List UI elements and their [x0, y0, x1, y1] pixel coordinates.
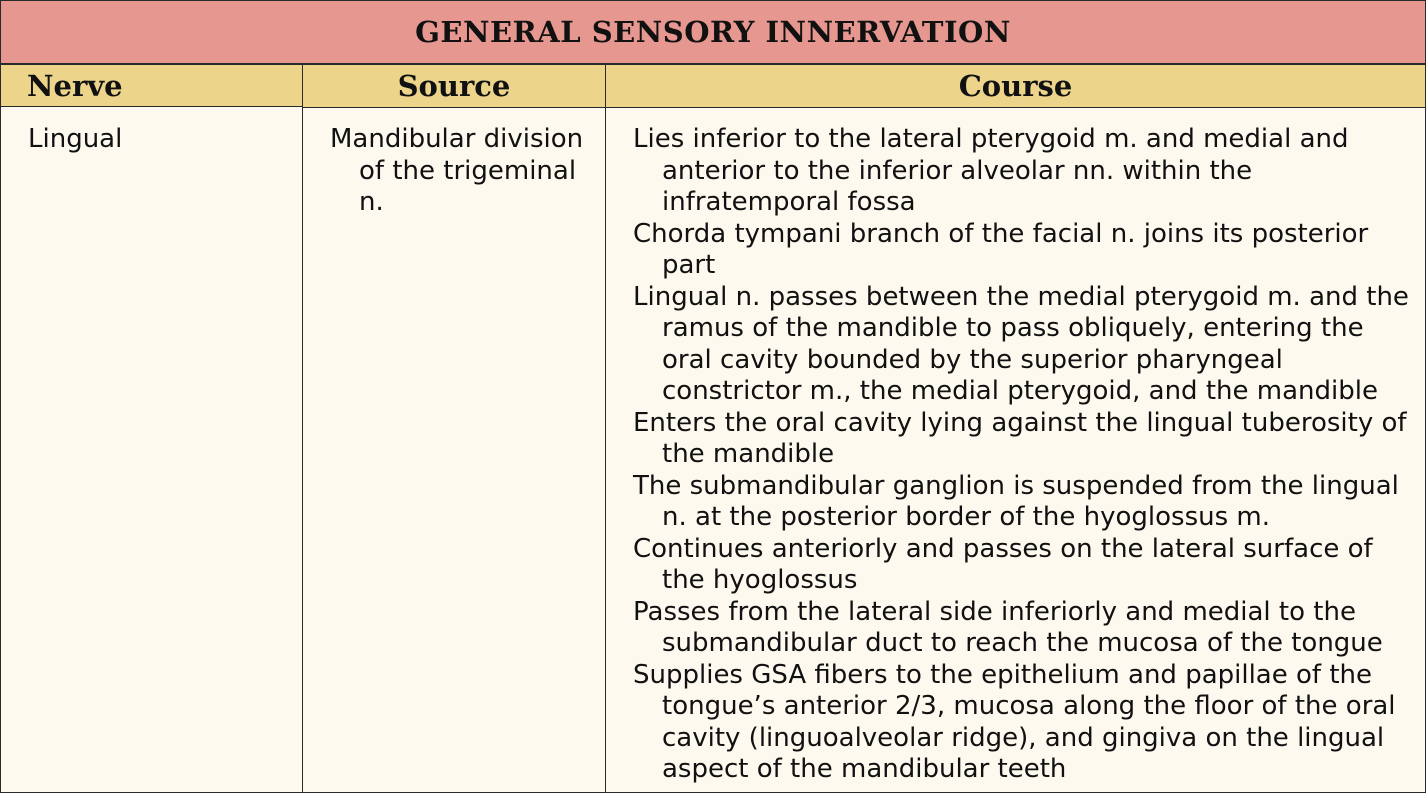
- course-item: The submandibular ganglion is suspended from the lingual n. at the posterior border of the hyoglossus m.: [633, 470, 1399, 532]
- cell-course: [606, 108, 1425, 792]
- column-header-nerve: Nerve: [1, 65, 302, 107]
- cell-nerve: [1, 108, 302, 792]
- table-title: GENERAL SENSORY INNERVATION: [1, 1, 1425, 65]
- nerve-name: Lingual: [28, 124, 123, 154]
- nerve-source: Mandibular division of the trigeminal n.: [330, 124, 584, 217]
- course-item: Lingual n. passes between the medial pterygoid m. and the ramus of the mandible to pass obliquely, entering the oral cavity bounded by the superior pharyngeal constrictor m., the medial pterygoid, and the mandible: [633, 281, 1409, 406]
- column-header-course: Course: [606, 65, 1425, 108]
- course-item: Continues anteriorly and passes on the lateral surface of the hyoglossus: [633, 533, 1373, 595]
- column-header-source: Source: [303, 65, 605, 108]
- course-item: Lies inferior to the lateral pterygoid m. and medial and anterior to the inferior alveolar nn. within the infratemporal fossa: [633, 124, 1349, 217]
- course-item: Chorda tympani branch of the facial n. joins its posterior part: [633, 218, 1369, 280]
- cell-source: [303, 108, 605, 792]
- course-item: Passes from the lateral side inferiorly and medial to the submandibular duct to reach the mucosa of the tongue: [633, 596, 1383, 658]
- course-item: Enters the oral cavity lying against the lingual tuberosity of the mandible: [633, 407, 1407, 469]
- course-item: Supplies GSA fibers to the epithelium and papillae of the tongue’s anterior 2/3, mucosa along the floor of the oral cavity (linguoalveolar ridge), and gingiva on the lingual aspect of the mandibular teeth: [633, 659, 1396, 784]
